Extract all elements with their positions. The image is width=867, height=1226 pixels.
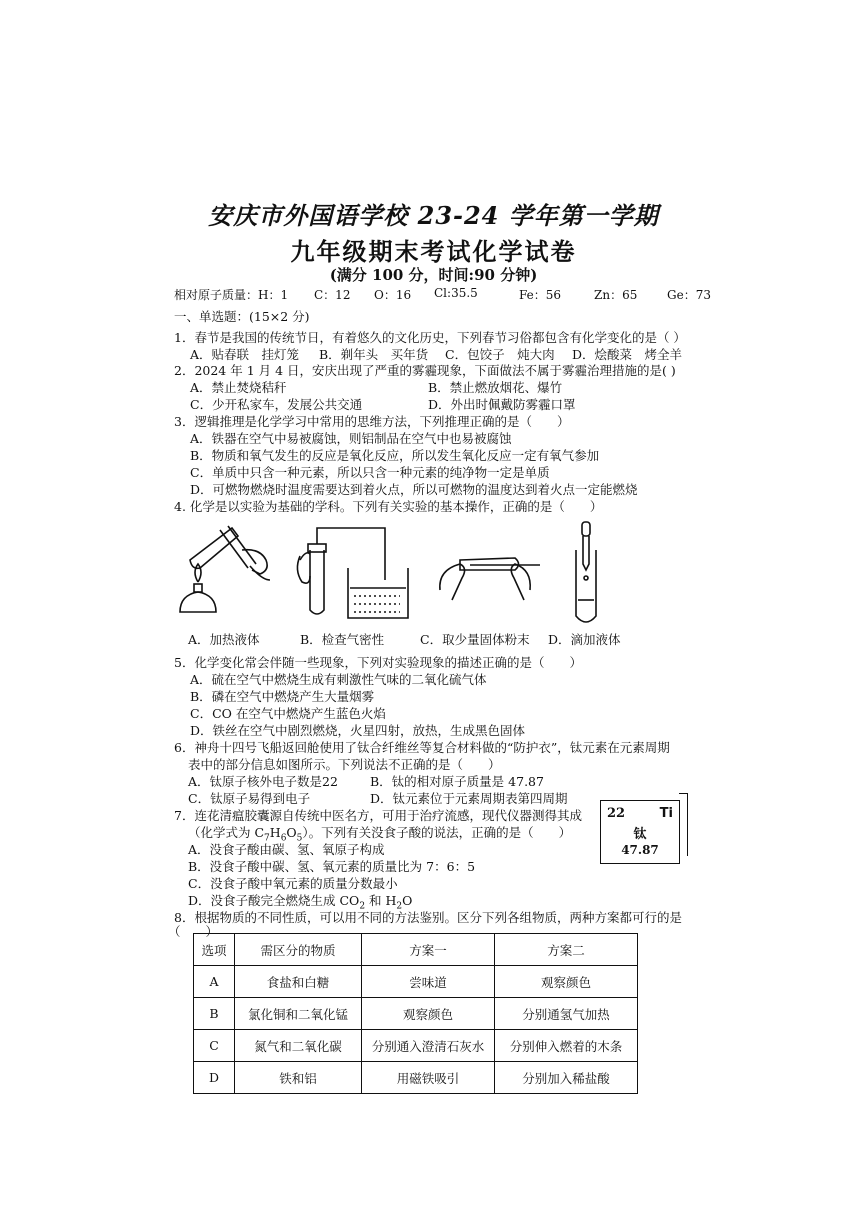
card-side-edge: [679, 793, 688, 856]
exam-score-time: (满分 100 分，时间:90 分钟): [329, 266, 538, 284]
q5-option-b: B．磷在空气中燃烧产生大量烟雾: [190, 689, 375, 704]
titanium-element-card: [600, 800, 680, 864]
q7-option-d-co2-sub: 2: [359, 901, 366, 912]
dropping-liquid-figure: [576, 522, 596, 622]
q2-option-d: D．外出时佩戴防雾霾口罩: [428, 397, 576, 412]
q7-formula-c-count: 7: [264, 833, 270, 844]
table-header-cell: 需区分的物质: [235, 934, 362, 966]
powder-sampling-figure: [440, 558, 540, 600]
table-cell: 铁和铝: [235, 1062, 362, 1094]
q1-option-b: B．剃年头 买年货: [319, 347, 429, 362]
q2-option-c: C．少开私家车，发展公共交通: [190, 397, 363, 412]
q7-formula-h: H: [269, 825, 281, 840]
exam-title: 九年级期末考试化学试卷: [290, 237, 577, 266]
table-header-cell: 方案二: [495, 934, 638, 966]
q7-formula-h-count: 6: [280, 833, 287, 844]
q3-option-c: C．单质中只含一种元素，所以只含一种元素的纯净物一定是单质: [190, 465, 550, 480]
q7-option-d-mid: 和 H: [365, 893, 397, 908]
table-cell: B: [194, 998, 235, 1030]
q7-option-c: C．没食子酸中氧元素的质量分数最小: [188, 876, 398, 891]
table-header-cell: 选项: [194, 934, 235, 966]
table-cell: 氯化铜和二氧化锰: [235, 998, 362, 1030]
q7-formula-prefix: （化学式为 C: [188, 825, 265, 840]
q4-stem: 4. 化学是以实验为基础的学科。下列有关实验的基本操作，正确的是（ ）: [174, 499, 603, 514]
table-cell: 观察颜色: [495, 966, 638, 998]
q8-stem-line2: （ ）: [168, 924, 219, 939]
atomic-mass-ge: Ge：73: [667, 288, 711, 302]
element-name: 钛: [633, 827, 647, 842]
q2-stem: 2．2024 年 1 月 4 日，安庆出现了严重的雾霾现象，下面做法不属于雾霾治理措施的是( ): [174, 363, 676, 378]
atomic-mass-o: O：16: [374, 288, 412, 302]
q3-option-b: B．物质和氧气发生的反应是氧化反应，所以发生氧化反应一定有氧气参加: [190, 448, 600, 463]
atomic-mass-cl: Cl:35.5: [434, 286, 478, 300]
table-row: [194, 1062, 638, 1094]
q6-stem-line1: 6．神舟十四号飞船返回舱使用了钛合纤维丝等复合材料做的“防护衣”，钛元素在元素周期: [174, 740, 670, 755]
table-cell: 观察颜色: [362, 998, 495, 1030]
element-symbol: Ti: [659, 806, 673, 821]
atomic-mass-h: 相对原子质量：H：1: [174, 288, 289, 302]
q4-option-c: C．取少量固体粉末: [420, 632, 530, 647]
q6-option-c: C．钛原子易得到电子: [188, 791, 311, 806]
q1-stem: 1．春节是我国的传统节日，有着悠久的文化历史，下列春节习俗都包含有化学变化的是（ ）: [174, 330, 686, 345]
q2-option-a: A．禁止焚烧秸秆: [190, 380, 287, 395]
exam-school-title: 安庆市外国语学校 23-24 学年第一学期: [208, 201, 659, 230]
q5-option-d: D．铁丝在空气中剧烈燃烧，火星四射，放热，生成黑色固体: [190, 723, 526, 738]
table-row: [194, 966, 638, 998]
table-cell: 分别伸入燃着的木条: [495, 1030, 638, 1062]
q1-option-d: D．烩酸菜 烤全羊: [572, 347, 683, 362]
heating-liquid-figure: [180, 526, 270, 612]
table-header-row: [194, 934, 638, 966]
q7-stem-line1: 7．连花清瘟胶囊源自传统中医名方，可用于治疗流感，现代仪器测得其成: [174, 808, 582, 823]
q1-option-c: C．包饺子 炖大肉: [445, 347, 555, 362]
q7-option-d-prefix: D．没食子酸完全燃烧生成 CO: [188, 893, 360, 908]
q7-option-d-suffix: O: [402, 893, 413, 908]
q6-option-b: B．钛的相对原子质量是 47.87: [370, 774, 544, 789]
q7-option-b: B．没食子酸中碳、氢、氧元素的质量比为 7：6：5: [188, 859, 476, 874]
table-cell: 分别加入稀盐酸: [495, 1062, 638, 1094]
atomic-mass-zn: Zn：65: [594, 288, 638, 302]
q5-stem: 5．化学变化常会伴随一些现象，下列对实验现象的描述正确的是（ ）: [174, 655, 582, 670]
table-row: [194, 998, 638, 1030]
q4-option-d: D．滴加液体: [548, 632, 621, 647]
q6-stem-line2: 表中的部分信息如图所示。下列说法不正确的是（ ）: [188, 757, 501, 772]
q7-option-a: A．没食子酸由碳、氢、氧原子构成: [188, 842, 385, 857]
table-cell: 氮气和二氧化碳: [235, 1030, 362, 1062]
table-cell: 分别通入澄清石灰水: [362, 1030, 495, 1062]
q7-option-d-h2o-sub: 2: [396, 901, 403, 912]
q6-option-d: D．钛元素位于元素周期表第四周期: [370, 791, 568, 806]
q3-option-d: D．可燃物燃烧时温度需要达到着火点，所以可燃物的温度达到着火点一定能燃烧: [190, 482, 638, 497]
element-atomic-mass: 47.87: [621, 843, 659, 857]
q5-option-a: A．硫在空气中燃烧生成有刺激性气味的二氧化硫气体: [190, 672, 487, 687]
q2-option-b: B．禁止燃放烟花、爆竹: [428, 380, 563, 395]
q5-option-c: C．CO 在空气中燃烧产生蓝色火焰: [190, 706, 386, 721]
table-cell: 分别通氢气加热: [495, 998, 638, 1030]
airtightness-check-figure: [297, 528, 408, 618]
atomic-mass-fe: Fe：56: [519, 288, 562, 302]
table-cell: D: [194, 1062, 235, 1094]
q7-formula-o: O: [286, 825, 297, 840]
element-atomic-number: 22: [607, 806, 626, 821]
q7-formula-o-count: 5: [296, 833, 303, 844]
table-cell: C: [194, 1030, 235, 1062]
q3-stem: 3．逻辑推理是化学学习中常用的思维方法，下列推理正确的是（ ）: [174, 414, 570, 429]
table-cell: 尝味道: [362, 966, 495, 998]
q4-option-a: A．加热液体: [188, 632, 260, 647]
table-cell: 用磁铁吸引: [362, 1062, 495, 1094]
q1-option-a: A．贴春联 挂灯笼: [190, 347, 300, 362]
q4-apparatus-figures: [170, 520, 640, 630]
table-header-cell: 方案一: [362, 934, 495, 966]
table-cell: 食盐和白糖: [235, 966, 362, 998]
q6-option-a: A．钛原子核外电子数是22: [188, 774, 338, 789]
table-row: [194, 1030, 638, 1062]
table-cell: A: [194, 966, 235, 998]
section-heading: 一、单选题：(15×2 分): [174, 309, 310, 324]
q7-stem-suffix: ）。下列有关没食子酸的说法，正确的是（ ）: [302, 825, 572, 840]
q8-stem-line1: 8．根据物质的不同性质，可以用不同的方法鉴别。区分下列各组物质，两种方案都可行的是: [174, 910, 682, 925]
q4-option-b: B．检查气密性: [300, 632, 385, 647]
q3-option-a: A．铁器在空气中易被腐蚀，则铝制品在空气中也易被腐蚀: [190, 431, 512, 446]
atomic-mass-c: C：12: [314, 288, 351, 302]
q8-table: [193, 933, 638, 1094]
